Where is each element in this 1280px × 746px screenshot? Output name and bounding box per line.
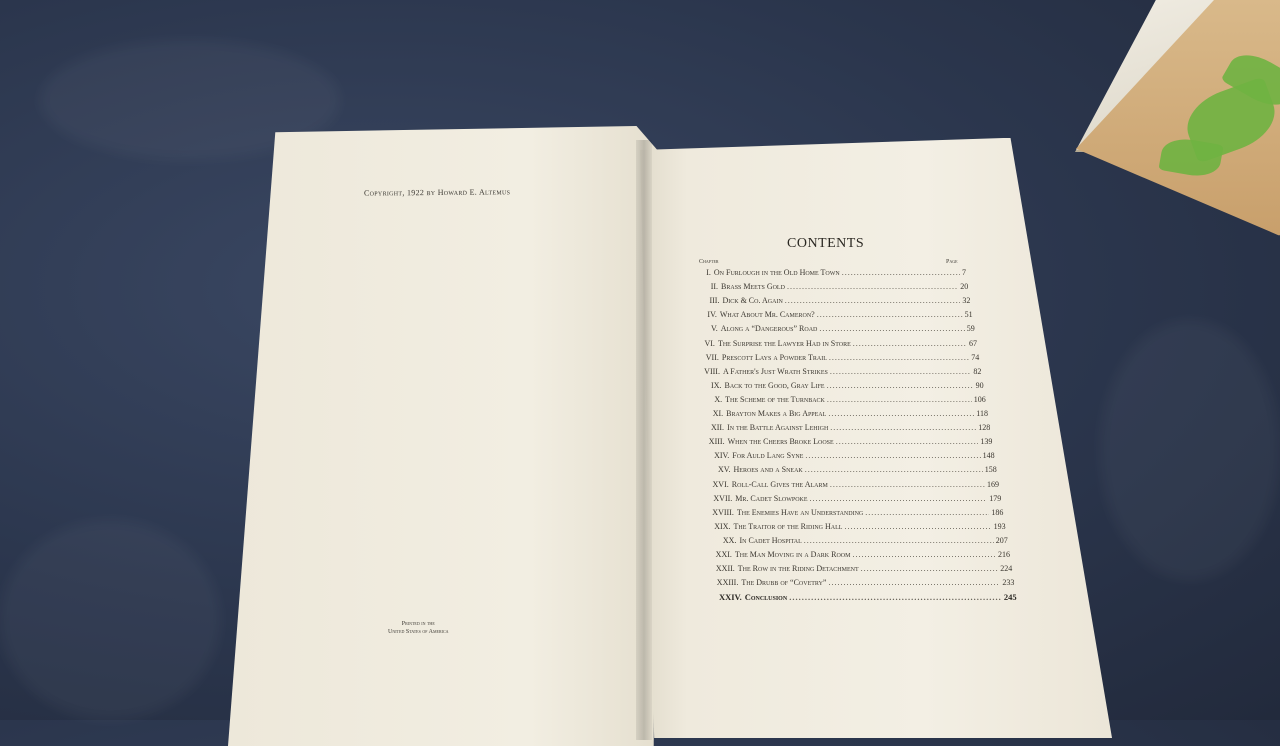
chapter-number: XXIII. <box>716 578 739 588</box>
chapter-number: XXIV. <box>718 592 742 603</box>
chapter-page-number: 207 <box>995 535 1008 545</box>
chapter-number: XVI. <box>712 479 729 489</box>
chapter-page-number: 32 <box>962 296 971 306</box>
chapter-number: XVIII. <box>712 507 734 517</box>
toc-row <box>711 494 1001 503</box>
toc-row <box>713 522 1005 531</box>
left-page <box>228 126 658 746</box>
printed-line-1: Printed in the <box>401 621 435 627</box>
leader-dots <box>804 536 994 545</box>
chapter-number: XIII. <box>708 437 725 447</box>
book-gutter <box>636 140 652 740</box>
chapter-page-number: 224 <box>1000 564 1013 574</box>
chapter-title: Dick & Co. Again <box>722 296 783 306</box>
chapter-title: When the Cheers Broke Loose <box>727 437 834 447</box>
chapter-page-number: 179 <box>989 493 1002 503</box>
chapter-page-number: 216 <box>998 550 1010 559</box>
chapter-number: III. <box>709 296 720 306</box>
toc-row <box>705 395 986 404</box>
chapter-page-number: 51 <box>964 310 973 320</box>
leader-dots <box>830 423 976 432</box>
chapter-title: For Auld Lang Syne <box>732 451 804 461</box>
cloth-fold <box>0 520 220 720</box>
copyright-line: Copyright, 1922 by Howard E. Altemus <box>363 187 511 198</box>
leader-dots <box>827 381 974 390</box>
leader-dots <box>819 324 964 333</box>
leader-dots <box>861 564 999 573</box>
leader-dots <box>787 282 958 291</box>
chapter-number: VII. <box>705 352 719 362</box>
chapter-title: Mr. Cadet Slowpoke <box>735 493 808 503</box>
chapter-title: Brayton Makes a Big Appeal <box>726 409 827 418</box>
toc-row <box>712 508 1003 517</box>
chapter-page-number: 74 <box>971 352 980 362</box>
chapter-number: XV. <box>718 465 731 475</box>
toc-row <box>711 480 1000 489</box>
toc-row <box>698 282 968 291</box>
chapter-title: The Drubb of “Covetry” <box>741 578 827 588</box>
chapter-page-number: 233 <box>1002 578 1015 588</box>
chapter-page-number: 67 <box>969 338 977 348</box>
chapter-title: Roll-Call Gives the Alarm <box>731 479 828 489</box>
chapter-number: II. <box>710 282 719 292</box>
chapter-title: The Scheme of the Turnback <box>725 394 825 404</box>
chapter-title: Back to the Good, Gray Life <box>724 380 825 390</box>
chapter-page-number: 20 <box>960 282 969 292</box>
chapter-page-number: 90 <box>975 380 984 390</box>
leader-dots <box>827 395 972 404</box>
toc-row <box>717 578 1015 587</box>
toc-row <box>701 324 975 333</box>
chapter-page-number: 245 <box>1003 592 1017 603</box>
toc-row <box>709 451 995 460</box>
leader-dots <box>805 465 983 474</box>
chapter-page-number: 169 <box>987 479 999 489</box>
toc-row <box>718 592 1017 602</box>
leader-dots <box>805 451 980 460</box>
toc-row <box>714 536 1008 545</box>
chapter-title: Heroes and a Sneak <box>733 465 803 475</box>
chapter-title: The Traitor of the Riding Hall <box>733 521 843 531</box>
toc-row <box>703 367 981 376</box>
chapter-page-number: 118 <box>976 409 988 418</box>
leader-dots <box>810 494 988 503</box>
leader-dots <box>828 578 1000 587</box>
chapter-title: The Man Moving in a Dark Room <box>734 550 851 559</box>
leader-dots <box>829 353 969 362</box>
chapter-number: XX. <box>722 535 737 545</box>
toc-row <box>702 353 979 362</box>
chapter-number: X. <box>714 394 723 404</box>
chapter-page-number: 158 <box>984 465 997 475</box>
chapter-title: The Row in the Riding Detachment <box>737 564 859 574</box>
chapter-page-number: 7 <box>962 268 966 277</box>
toc-row <box>706 409 988 418</box>
chapter-page-number: 128 <box>978 423 991 433</box>
chapter-number: XIX. <box>714 521 731 531</box>
leader-dots <box>785 296 961 305</box>
chapter-number: XXI. <box>715 550 732 559</box>
chapter-page-number: 82 <box>973 366 982 376</box>
toc-row <box>700 310 973 319</box>
chapter-number: IX. <box>711 380 722 390</box>
leader-dots <box>844 522 991 531</box>
chapter-page-number: 193 <box>993 521 1006 531</box>
chapter-title: The Surprise the Lawyer Had in Store <box>717 338 851 348</box>
toc-row <box>715 550 1010 559</box>
toc-row <box>710 465 997 474</box>
printed-line-2: United States of America <box>388 629 449 635</box>
chapter-page-number: 186 <box>991 507 1004 517</box>
page-column-header: Page <box>946 259 958 265</box>
chapter-title: The Enemies Have an Understanding <box>736 507 864 517</box>
chapter-number: VIII. <box>704 366 720 376</box>
leader-dots <box>789 592 1002 602</box>
toc-row <box>708 437 993 446</box>
chapter-title: Along a “Dangerous” Road <box>720 324 818 334</box>
chapter-title: Brass Meets Gold <box>721 282 785 292</box>
chapter-page-number: 106 <box>973 394 986 404</box>
cloth-fold <box>1100 320 1280 580</box>
leader-dots <box>830 480 985 489</box>
chapter-title: Prescott Lays a Powder Trail <box>721 352 827 362</box>
chapter-number: I. <box>706 268 711 277</box>
chapter-title: In the Battle Against Lehigh <box>727 423 829 433</box>
toc-row <box>716 564 1012 573</box>
toc-row <box>707 423 990 432</box>
chapter-number: XIV. <box>714 451 730 461</box>
chapter-number: XXII. <box>715 564 735 574</box>
chapter-number: XVII. <box>713 493 733 503</box>
leader-dots <box>830 367 972 376</box>
chapter-title: In Cadet Hospital <box>739 535 802 545</box>
contents-title: CONTENTS <box>787 236 865 251</box>
chapter-title: A Father's Just Wrath Strikes <box>722 366 828 376</box>
chapter-title: On Furlough in the Old Home Town <box>713 268 840 277</box>
chapter-column-header: Chapter <box>699 259 719 265</box>
toc-row <box>704 381 983 390</box>
leader-dots <box>842 268 960 277</box>
chapter-number: IV. <box>707 310 717 320</box>
chapter-number: XII. <box>710 423 725 433</box>
chapter-number: V. <box>710 324 718 334</box>
chapter-page-number: 148 <box>982 451 995 461</box>
toc-row <box>699 296 971 305</box>
leader-dots <box>828 409 974 418</box>
leader-dots <box>817 310 963 319</box>
chapter-title: Conclusion <box>744 592 788 603</box>
leader-dots <box>853 339 967 348</box>
chapter-number: XI. <box>712 409 724 418</box>
chapter-number: VI. <box>704 338 715 348</box>
leader-dots <box>865 508 989 517</box>
leader-dots <box>836 437 979 446</box>
toc-row <box>702 339 978 348</box>
chapter-page-number: 59 <box>966 324 975 334</box>
toc-row <box>697 268 966 277</box>
chapter-page-number: 139 <box>980 437 993 447</box>
printed-in-note <box>388 620 449 636</box>
chapter-title: What About Mr. Cameron? <box>719 310 815 320</box>
leader-dots <box>852 550 996 559</box>
